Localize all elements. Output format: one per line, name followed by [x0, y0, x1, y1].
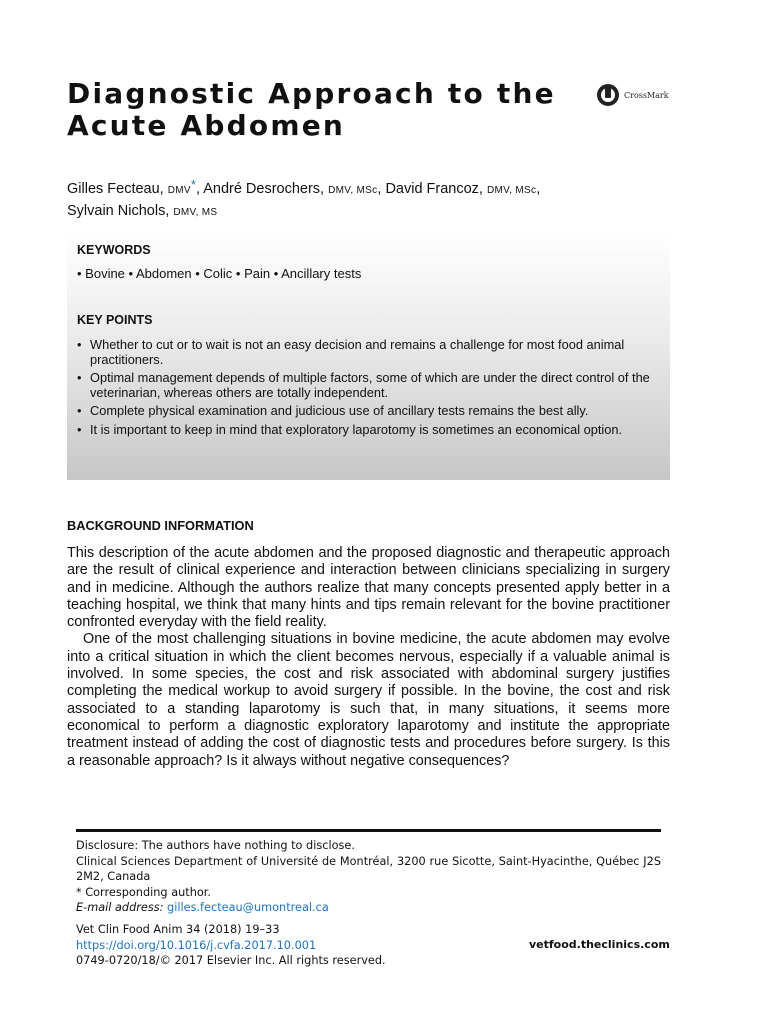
crossmark-badge[interactable]: [597, 84, 669, 106]
author-list: [67, 174, 687, 223]
key-point-item: • Optimal management depends of multiple factors, some of which are under the direct control of the veterinarian, whereas others are totally independent.: [75, 371, 655, 400]
author-degrees: DMV, MSc: [487, 185, 537, 196]
crossmark-icon: [597, 84, 619, 106]
author-separator: ,: [536, 181, 541, 197]
article-title: Diagnostic Approach to the Acute Abdomen: [67, 77, 556, 142]
keywords-heading: KEYWORDS: [77, 243, 151, 257]
key-point-item: • Whether to cut or to wait is not an easy decision and remains a challenge for most food animal practitioners.: [75, 338, 655, 367]
section-body: [67, 545, 670, 770]
key-points-heading: KEY POINTS: [77, 313, 153, 327]
key-point-item: • Complete physical examination and judicious use of ancillary tests remains the best ally.: [75, 404, 655, 419]
body-paragraph: One of the most challenging situations in bovine medicine, the acute abdomen may evolve into a critical situation in which the client becomes nervous, especially if a valuable animal is involved. In some species, the cost and risk associated with abdominal surgery justifies completing the medical workup to avoid surgery if possible. In the bovine, the cost and risk associated to a standing laparotomy is such that, in many situations, it seems more economical to perform a diagnostic exploratory laparotomy and institute the appropriate treatment instead of adding the cost of diagnostic tests and procedures before surgery. Is this a reasonable approach? Is it always without negative consequences?: [67, 631, 670, 769]
corresponding-note: * Corresponding author.: [76, 885, 211, 899]
author-name: Gilles Fecteau,: [67, 181, 164, 197]
email-line: [76, 900, 661, 916]
journal-website[interactable]: vetfood.theclinics.com: [529, 938, 670, 951]
author-separator: ,: [377, 181, 382, 197]
key-points-list: [75, 338, 655, 441]
author-name: Sylvain Nichols,: [67, 203, 170, 219]
crossmark-label: CrossMark: [624, 90, 669, 100]
author-degrees: DMV: [167, 185, 191, 196]
copyright-line: 0749-0720/18/© 2017 Elsevier Inc. All rights reserved.: [76, 954, 386, 967]
section-heading-background: BACKGROUND INFORMATION: [67, 518, 254, 533]
author-name: David Francoz,: [385, 181, 483, 197]
keywords-keypoints-box: [67, 232, 670, 480]
corresponding-star[interactable]: *: [190, 177, 196, 192]
body-paragraph: This description of the acute abdomen and the proposed diagnostic and therapeutic approach are the result of clinical experience and interaction between clinicians specializing in surgery and in medicine. Although the authors realize that many concepts presented apply better in a teaching hospital, we think that many hints and tips remain relevant for the bovine practitioner confronted everyday with the field reality.: [67, 545, 670, 631]
journal-info: [76, 922, 386, 969]
keywords-list: • Bovine • Abdomen • Colic • Pain • Ancillary tests: [77, 266, 362, 281]
doi-link[interactable]: https://doi.org/10.1016/j.cvfa.2017.10.001: [76, 938, 317, 952]
footnotes: [76, 838, 661, 916]
author-degrees: DMV, MSc: [328, 185, 378, 196]
affiliation-note: Clinical Sciences Department of Université de Montréal, 3200 rue Sicotte, Saint-Hyacinthe, Québec J2S 2M2, Canada: [76, 854, 661, 883]
author-name: André Desrochers,: [203, 181, 325, 197]
author-separator: ,: [195, 181, 200, 197]
email-link[interactable]: gilles.fecteau@umontreal.ca: [167, 901, 329, 914]
citation-line: Vet Clin Food Anim 34 (2018) 19–33: [76, 923, 280, 936]
disclosure-note: Disclosure: The authors have nothing to disclose.: [76, 839, 355, 852]
email-label: E-mail address:: [76, 901, 164, 914]
author-degrees: DMV, MS: [173, 207, 218, 218]
key-point-item: • It is important to keep in mind that exploratory laparotomy is sometimes an economical option.: [75, 423, 655, 438]
footnote-divider: [76, 829, 661, 832]
